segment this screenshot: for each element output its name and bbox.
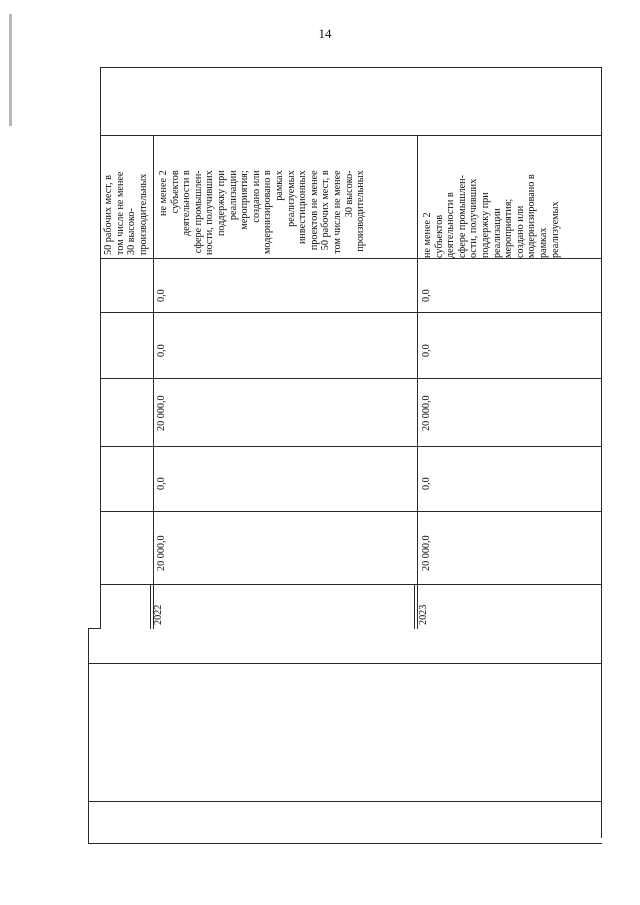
value-cell: 0,0 [421,344,432,357]
value-cell: 0,0 [421,289,432,302]
value-cell: 20 000,0 [421,535,432,571]
year-cell: 2022 [153,604,164,625]
value-cell: 0,0 [421,477,432,490]
indicator-text: не менее 2 субъектов деятельности в сфере промышлен- ности, получивших поддержку при реализации мероприятия; создано или модернизировано в рамках реализуемых инвестиционных проектов не менее 50 рабочих мест, в том числе не менее 30 высоко- производительных [158,170,367,255]
page-number: 14 [318,26,332,41]
indicator-text: не менее 2 субъектов деятельности в сфере промышлен- ости, получивших поддержку при реализации мероприятия; создано или модернизировано в рамках реализуемых [422,174,561,258]
value-cell: 20 000,0 [156,535,167,571]
value-cell: 20 000,0 [421,395,432,431]
carryover-text: 50 рабочих мест, в том числе не менее 30 высоко- производительных [103,171,149,255]
value-cell: 0,0 [156,289,167,302]
value-cell: 0,0 [156,344,167,357]
year-cell: 2023 [418,604,429,625]
value-cell: 20 000,0 [156,395,167,431]
scan-edge-mark [9,14,12,126]
value-cell: 0,0 [156,477,167,490]
